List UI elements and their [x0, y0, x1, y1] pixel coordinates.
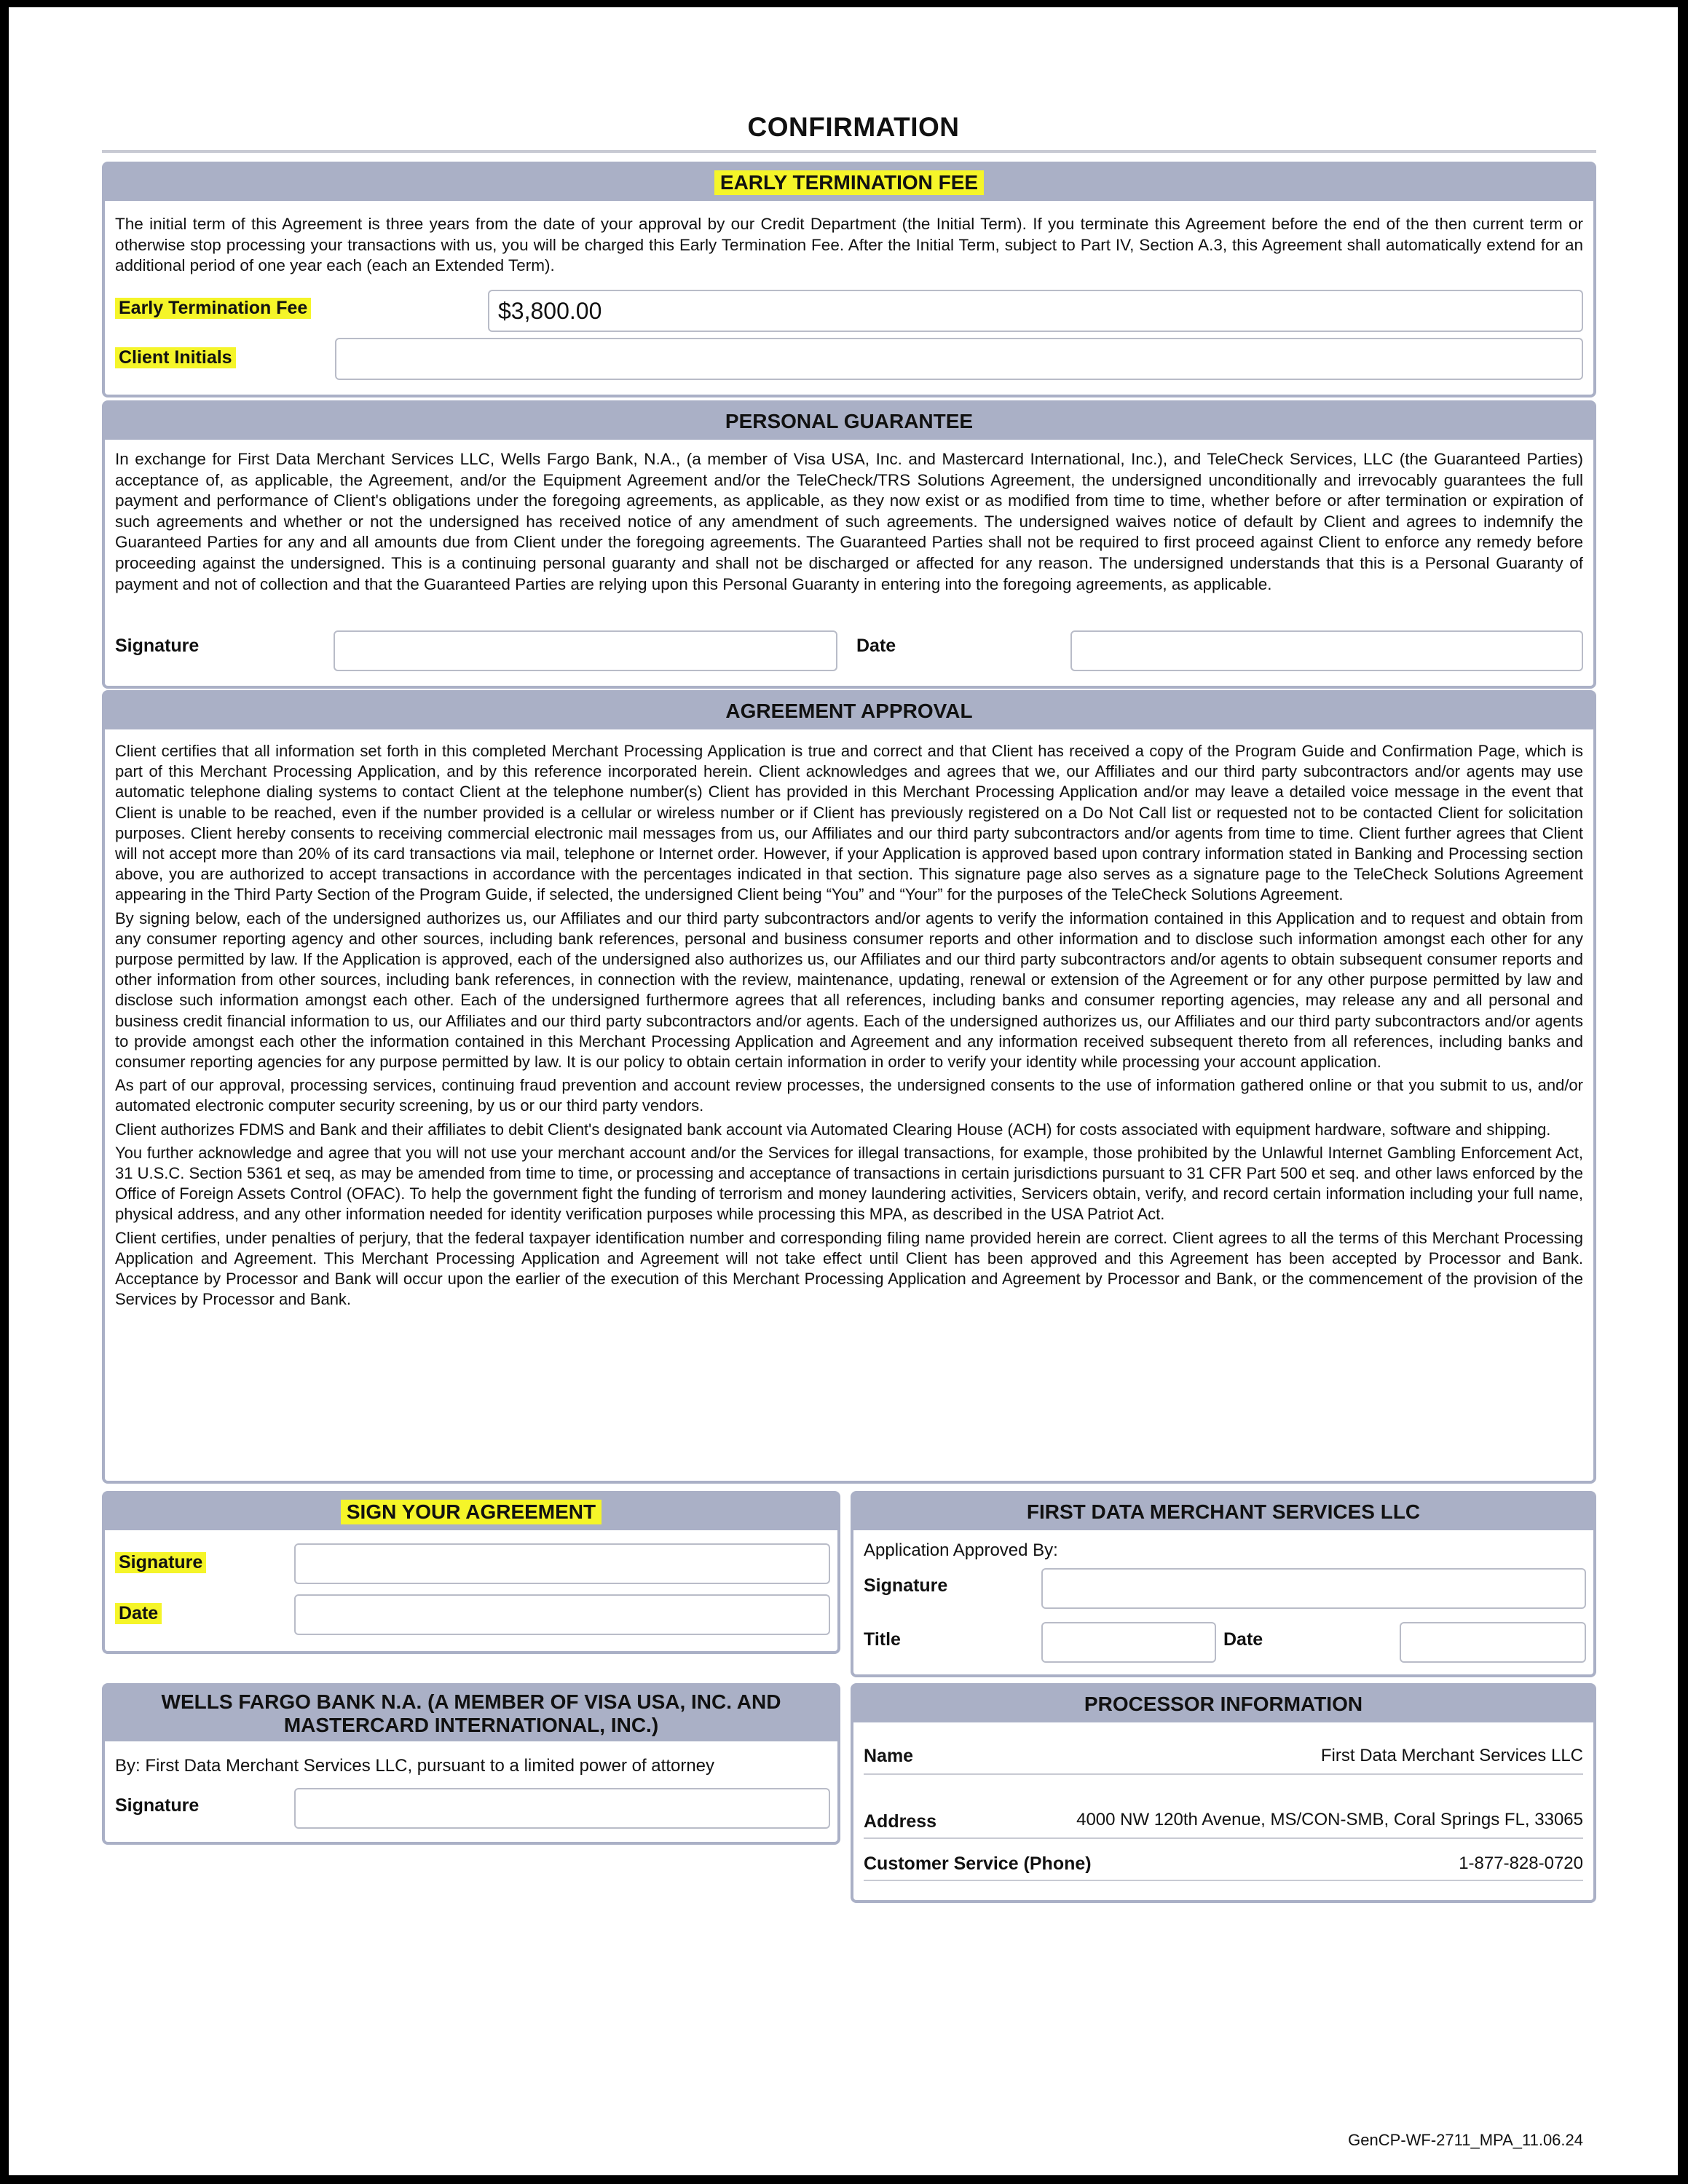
title-divider	[102, 150, 1596, 153]
guarantee-signature-field[interactable]	[334, 630, 837, 671]
processor-phone-label: Customer Service (Phone)	[864, 1853, 1092, 1874]
form-code: GenCP-WF-2711_MPA_11.06.24	[1348, 2131, 1583, 2149]
agreement-approval-header: AGREEMENT APPROVAL	[105, 693, 1593, 729]
early-termination-fee-field[interactable]	[488, 290, 1583, 332]
wells-fargo-header	[105, 1686, 837, 1741]
approval-paragraph: Client certifies, under penalties of perjury, that the federal taxpayer identification number and corresponding filing name provided herein are correct. Client agrees to all the terms of this Merchant Processing Application and Agreement. This Merchant Processing Application and Agreement will not take effect until Client has been approved and this Agreement has been accepted by Processor and Bank. Acceptance by Processor and Bank will occur upon the earlier of the execution of this Merchant Processing Application and Agreement by Processor and Bank, or the commencement of the provision of the Services by Processor and Bank.	[115, 1228, 1583, 1309]
first-data-date-field[interactable]	[1400, 1622, 1586, 1663]
processor-phone-rule	[864, 1880, 1583, 1881]
first-data-signature-label: Signature	[864, 1575, 948, 1596]
wells-fargo-header-line1: WELLS FARGO BANK N.A. (A MEMBER OF VISA USA, INC. AND	[161, 1690, 781, 1713]
processor-name-label: Name	[864, 1746, 914, 1766]
first-data-header: FIRST DATA MERCHANT SERVICES LLC	[853, 1494, 1593, 1530]
sign-agreement-date-label: Date	[115, 1603, 162, 1624]
early-termination-section	[102, 162, 1596, 397]
wells-fargo-section	[102, 1683, 840, 1845]
processor-information-header: PROCESSOR INFORMATION	[853, 1686, 1593, 1722]
application-approved-by-label: Application Approved By:	[864, 1540, 1058, 1560]
first-data-date-label: Date	[1223, 1629, 1263, 1650]
processor-information-section	[851, 1683, 1596, 1903]
personal-guarantee-text: In exchange for First Data Merchant Services LLC, Wells Fargo Bank, N.A., (a member of Visa USA, Inc. and Mastercard International, Inc.), and TeleCheck Services, LLC (the Guaranteed Parties) acceptance of, as applicable, the Agreement, and/or the Equipment Agreement and/or the TeleCheck/TRS Solutions Agreement, the undersigned unconditionally and irrevocably guarantees the full payment and performance of Client's obligations under the foregoing agreements, as applicable, as they now exist or as modified from time to time, whether before or after termination or expiration of such agreements and whether or not the undersigned has received notice of any amendment of such agreements. The undersigned waives notice of default by Client and agrees to indemnify the Guaranteed Parties for any and all amounts due from Client under the foregoing agreements. The Guaranteed Parties shall not be required to first proceed against Client to enforce any remedy before proceeding against the undersigned. This is a continuing personal guaranty and shall not be discharged or affected for any reason. The undersigned understands that this is a Personal Guaranty of payment and not of collection and that the Guaranteed Parties are relying upon this Personal Guaranty in entering into the foregoing agreements, as applicable.	[115, 450, 1583, 593]
personal-guarantee-header: PERSONAL GUARANTEE	[105, 403, 1593, 440]
wells-fargo-signature-field[interactable]	[294, 1788, 830, 1829]
first-data-title-field[interactable]	[1041, 1622, 1216, 1663]
sign-agreement-signature-field[interactable]	[294, 1543, 830, 1584]
sign-agreement-header	[105, 1494, 837, 1530]
early-termination-fee-label: Early Termination Fee	[115, 298, 311, 319]
sign-agreement-section	[102, 1491, 840, 1654]
personal-guarantee-section	[102, 400, 1596, 689]
wells-fargo-header-line2: MASTERCARD INTERNATIONAL, INC.)	[283, 1714, 659, 1736]
early-termination-header	[105, 165, 1593, 201]
processor-name-value: First Data Merchant Services LLC	[1320, 1746, 1583, 1765]
document-page	[9, 7, 1678, 2175]
page-title: CONFIRMATION	[747, 112, 960, 142]
guarantee-date-label: Date	[856, 636, 896, 656]
approval-paragraph: You further acknowledge and agree that you will not use your merchant account and/or the Services for illegal transactions, for example, those prohibited by the Unlawful Internet Gambling Enforcement Act, 31 U.S.C. Section 5361 et seq, as may be amended from time to time, or processing and acceptance of transactions in certain jurisdictions pursuant to 31 CFR Part 500 et seq. and other laws enforced by the Office of Foreign Assets Control (OFAC). To help the government fight the funding of terrorism and money laundering activities, Servicers obtain, verify, and record certain information including your full name, physical address, and any other information needed for identity verification purposes while processing this MPA, as described in the USA Patriot Act.	[115, 1143, 1583, 1224]
processor-address-label: Address	[864, 1811, 937, 1832]
first-data-title-label: Title	[864, 1629, 901, 1650]
early-termination-text: The initial term of this Agreement is three years from the date of your approval by our Credit Department (the Initial Term). If you terminate this Agreement before the end of the then current term or otherwise stop processing your transactions with us, you will be charged this Early Termination Fee. After the Initial Term, subject to Part IV, Section A.3, this Agreement shall automatically extend for an additional period of one year each (each an Extended Term).	[115, 215, 1583, 275]
guarantee-signature-label: Signature	[115, 636, 200, 656]
sign-agreement-date-field[interactable]	[294, 1594, 830, 1635]
early-termination-title: EARLY TERMINATION FEE	[714, 170, 984, 195]
processor-address-value: 4000 NW 120th Avenue, MS/CON-SMB, Coral Springs FL, 33065	[1076, 1810, 1583, 1829]
early-termination-fee-value: $3,800.00	[498, 297, 602, 324]
first-data-signature-field[interactable]	[1041, 1568, 1586, 1609]
approval-paragraph: As part of our approval, processing services, continuing fraud prevention and account review processes, the undersigned consents to the use of information gathered online or that you submit to us, and/or automated electronic computer security screening, by us or our third party vendors.	[115, 1076, 1583, 1115]
guarantee-date-field[interactable]	[1070, 630, 1583, 671]
agreement-approval-section	[102, 690, 1596, 1484]
processor-address-rule	[864, 1837, 1583, 1839]
sign-agreement-signature-label: Signature	[115, 1552, 206, 1573]
approval-paragraph: Client certifies that all information set forth in this completed Merchant Processing Application is true and correct and that Client has received a copy of the Program Guide and Confirmation Page, which is part of this Merchant Processing Application, and by this reference incorporated herein. Client acknowledges and agrees that we, our Affiliates and our third party subcontractors and/or agents may use automatic telephone dialing systems to contact Client at the telephone number(s) Client has provided in this Merchant Processing Application and/or may leave a detailed voice message in the event that Client is unable to be reached, even if the number provided is a cellular or wireless number or if Client has previously registered on a Do Not Call list or requested not to be contacted Client for solicitation purposes. Client hereby consents to receiving commercial electronic mail messages from us, our Affiliates and our third party subcontractors and/or agents from time to time. Client further agrees that Client will not accept more than 20% of its card transactions via mail, telephone or Internet order. However, if your Application is approved based upon contrary information stated in Banking and Processing section above, you are authorized to accept transactions in accordance with the percentages indicated in that section. This signature page also serves as a signature page to the TeleCheck Solutions Agreement appearing in the Third Party Section of the Program Guide, if selected, the undersigned Client being “You” and “Your” for the purposes of the TeleCheck Solutions Agreement.	[115, 742, 1583, 904]
client-initials-label: Client Initials	[115, 347, 236, 368]
processor-phone-value: 1-877-828-0720	[1459, 1853, 1583, 1873]
wells-fargo-by-text: By: First Data Merchant Services LLC, pursuant to a limited power of attorney	[115, 1756, 715, 1776]
processor-name-rule	[864, 1773, 1583, 1775]
agreement-approval-text	[115, 741, 1583, 1313]
first-data-section	[851, 1491, 1596, 1677]
client-initials-field[interactable]	[335, 338, 1583, 380]
approval-paragraph: Client authorizes FDMS and Bank and their affiliates to debit Client's designated bank account via Automated Clearing House (ACH) for costs associated with equipment hardware, software and shipping.	[115, 1120, 1551, 1139]
sign-agreement-title: SIGN YOUR AGREEMENT	[341, 1500, 602, 1524]
wells-fargo-signature-label: Signature	[115, 1795, 200, 1816]
approval-paragraph: By signing below, each of the undersigned authorizes us, our Affiliates and our third party subcontractors and/or agents to verify the information contained in this Application and to request and obtain from any consumer reporting agency and other sources, including bank references, personal and business consumer reports and other information and to disclose such information amongst each other for any purpose permitted by law. If the Application is approved, each of the undersigned also authorizes us, our Affiliates and our third party subcontractors and/or agents to obtain subsequent consumer reports and other information from other sources, including bank references, in connection with the review, maintenance, updating, renewal or extension of the Agreement or for any other purpose permitted by law and disclose such information amongst each other. Each of the undersigned furthermore agrees that all references, including banks and consumer reporting agencies, may release any and all personal and business credit financial information to us, our Affiliates and our third party subcontractors and/or agents. Each of the undersigned authorizes us, our Affiliates and our third party subcontractors and/or agents to provide amongst each other the information contained in this Merchant Processing Application and Agreement and any information received subsequent thereto from all references, including banks and consumer reporting agencies for any purpose permitted by law. It is our policy to obtain certain information in order to verify your identity while processing your account application.	[115, 909, 1583, 1072]
